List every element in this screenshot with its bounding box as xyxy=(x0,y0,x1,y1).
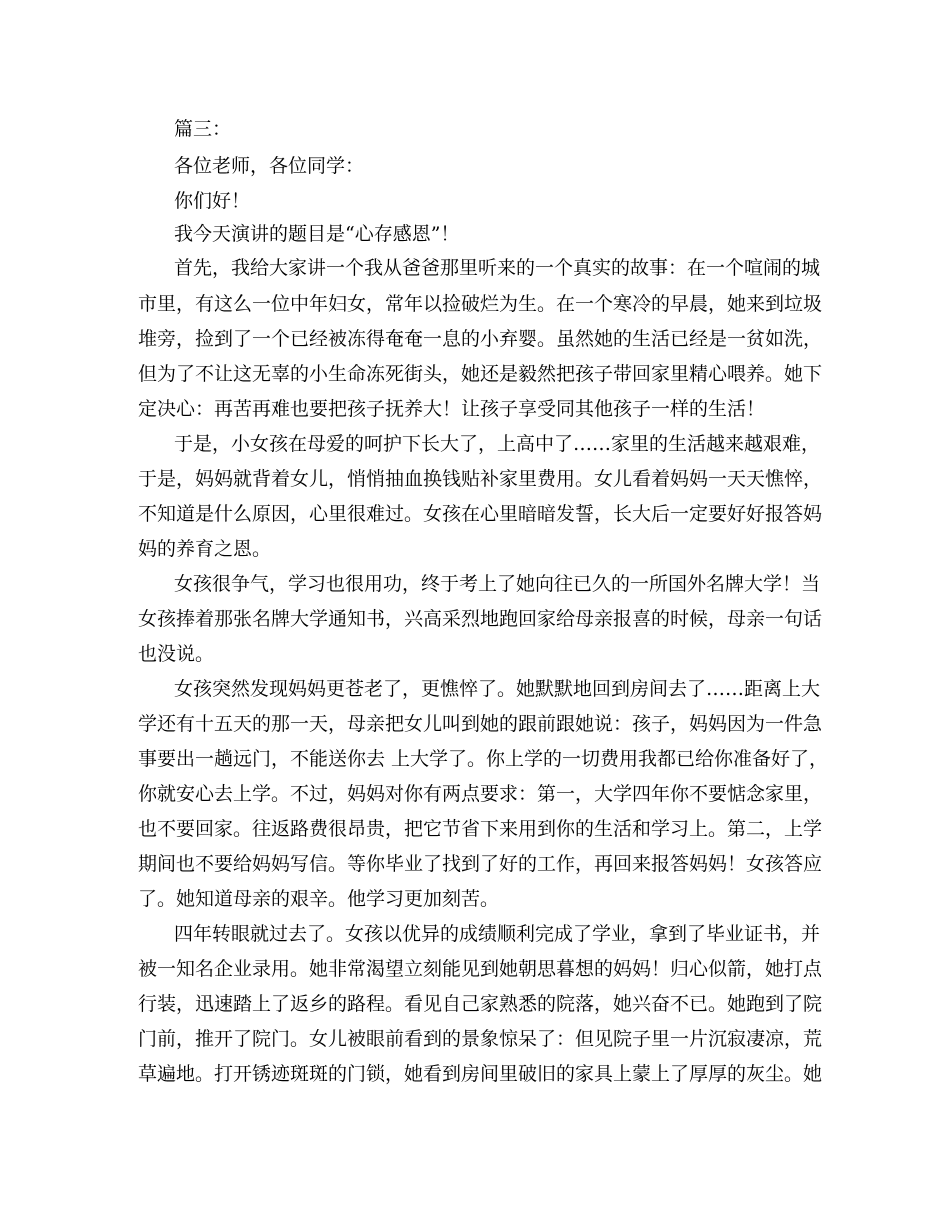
body-line: 学还有十五天的那一天，母亲把女儿叫到她的跟前跟她说：孩子，妈妈因为一件急 xyxy=(138,713,823,735)
body-line: 于是，妈妈就背着女儿，悄悄抽血换钱贴补家里费用。女儿看着妈妈一天天憔悴， xyxy=(138,468,823,490)
body-line: 于是，小女孩在母爱的呵护下长大了，上高中了……家里的生活越来越艰难， xyxy=(174,433,821,455)
body-line: 四年转眼就过去了。女孩以优异的成绩顺利完成了学业，拿到了毕业证书，并 xyxy=(174,923,821,945)
body-line: 但为了不让这无辜的小生命冻死街头，她还是毅然把孩子带回家里精心喂养。她下 xyxy=(138,363,823,385)
section-heading: 篇三： xyxy=(174,118,232,140)
body-line: 女孩很争气，学习也很用功，终于考上了她向往已久的一所国外名牌大学！当 xyxy=(174,573,821,595)
body-line: 了。她知道母亲的艰辛。他学习更加刻苦。 xyxy=(138,888,500,910)
body-line: 你就安心去上学。不过，妈妈对你有两点要求：第一，大学四年你不要惦念家里， xyxy=(138,783,823,805)
body-line: 女孩捧着那张名牌大学通知书，兴高采烈地跑回家给母亲报喜的时候，母亲一句话 xyxy=(138,608,823,630)
body-line: 事要出一趟远门，不能送你去 上大学了。你上学的一切费用我都已给你准备好了， xyxy=(138,748,829,770)
body-line: 行装，迅速踏上了返乡的路程。看见自己家熟悉的院落，她兴奋不已。她跑到了院 xyxy=(138,993,823,1015)
body-line: 妈的养育之恩。 xyxy=(138,538,272,560)
body-line: 也没说。 xyxy=(138,643,215,665)
body-line: 堆旁，捡到了一个已经被冻得奄奄一息的小弃婴。虽然她的生活已经是一贫如洗， xyxy=(138,328,823,350)
body-line: 定决心：再苦再难也要把孩子抚养大！让孩子享受同其他孩子一样的生活！ xyxy=(138,398,766,420)
greeting-line: 你们好！ xyxy=(174,190,251,212)
body-line: 也不要回家。往返路费很昂贵，把它节省下来用到你的生活和学习上。第二，上学 xyxy=(138,818,823,840)
salutation-line: 各位老师，各位同学： xyxy=(174,155,365,177)
body-line: 被一知名企业录用。她非常渴望立刻能见到她朝思暮想的妈妈！归心似箭，她打点 xyxy=(138,958,823,980)
body-line: 不知道是什么原因，心里很难过。女孩在心里暗暗发誓，长大后一定要好好报答妈 xyxy=(138,503,823,525)
body-line: 草遍地。打开锈迹斑斑的门锁，她看到房间里破旧的家具上蒙上了厚厚的灰尘。她 xyxy=(138,1063,823,1085)
body-line: 市里，有这么一位中年妇女，常年以捡破烂为生。在一个寒冷的早晨，她来到垃圾 xyxy=(138,293,823,315)
body-line: 首先，我给大家讲一个我从爸爸那里听来的一个真实的故事：在一个喧闹的城 xyxy=(174,257,821,279)
body-line: 门前，推开了院门。女儿被眼前看到的景象惊呆了：但见院子里一片沉寂凄凉，荒 xyxy=(138,1028,823,1050)
topic-line: 我今天演讲的题目是“心存感恩”！ xyxy=(174,223,460,245)
body-line: 女孩突然发现妈妈更苍老了，更憔悴了。她默默地回到房间去了……距离上大 xyxy=(174,678,821,700)
body-line: 期间也不要给妈妈写信。等你毕业了找到了好的工作，再回来报答妈妈！女孩答应 xyxy=(138,853,823,875)
